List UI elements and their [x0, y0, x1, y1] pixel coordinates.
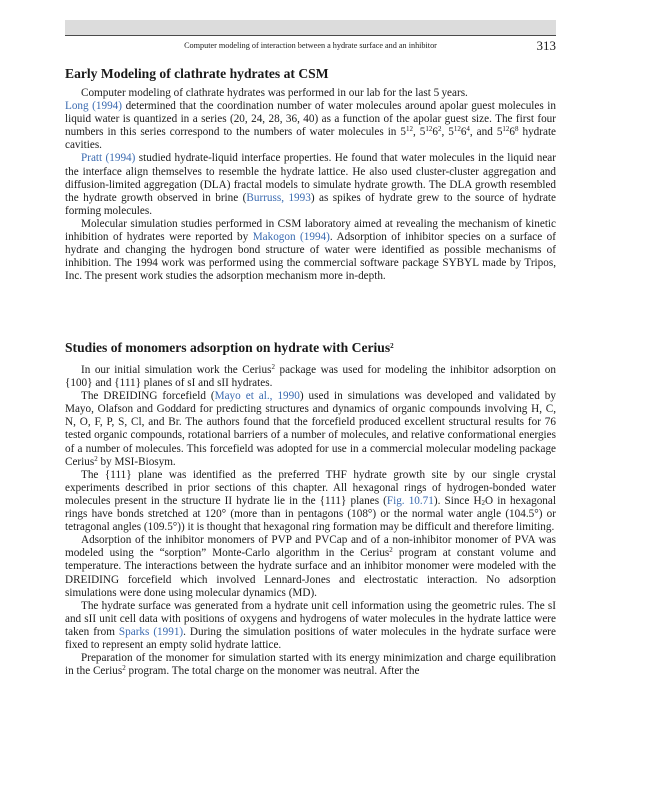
page-number: 313	[536, 38, 556, 53]
paragraph-text: O in hexagonal rings have bonds stretched at 120° (more than in pentagons (108°) or the normal water angle (104.5°) or tetragonal angles (109.5°)) it is thought that hexagonal ring formation may be difficult and therefore limiting.	[65, 494, 556, 534]
paragraph-text: The {111} plane was identified as the preferred THF hydrate growth site by our single crystal experiments described in prior sections of this chapter. All hexagonal rings of hydrogen-bonded water molecules present in the structure II hydrate lie in the {111} planes (	[65, 468, 556, 507]
cavity-formula: $5^{12}$,	[400, 125, 420, 139]
paragraph-text: . Adsorption of inhibitor species on a surface of hydrate and changing the hydrogen bond structure of water were identified as possible mechanisms of inhibition. The 1994 work was performed using the commercial software package SYBYL made by Tripos, Inc. The present work studies the adsorption mechanism more in-depth.	[65, 231, 556, 283]
section-heading-monomer-adsorption: Studies of monomers adsorption on hydrate with Cerius$^2$	[65, 340, 394, 355]
paragraph-text: by MSI-Biosym.	[97, 455, 176, 468]
paragraph-text: . During the simulation positions of water molecules in the hydrate surface were fixed to represent an empty solid hydrate lattice.	[65, 625, 556, 651]
paragraph-text: determined that the coordination number of water molecules around apolar guest molecules in liquid water is quantized in a series (20, 24, 28, 36, 40) as a function of the apolar guest size. The first four numbers in this series correspond to the numbers of water molecules in	[65, 100, 556, 139]
paragraph-text: hydrate cavities.	[65, 126, 557, 152]
superscript: 2	[94, 454, 98, 463]
paragraph-text: package was used for modeling the inhibitor adsorption on {100} and {111} planes of sI and sII hydrates.	[65, 364, 556, 390]
paragraph	[65, 152, 556, 217]
cavity-formula: $5^{12}6^4$, and	[448, 125, 497, 139]
paragraph-text: Adsorption of the inhibitor monomers of PVP and PVCap and of a non-inhibitor monomer of PVA was modeled using the “sorption” Monte-Carlo algorithm in the Cerius	[65, 534, 556, 560]
cavity-formula: $5^{12}6^8$	[496, 125, 519, 139]
paragraph	[65, 469, 556, 534]
paragraph-text: The DREIDING forcefield (	[81, 390, 215, 403]
superscript: 2	[389, 546, 393, 555]
paragraph-text: program at constant volume and temperature. The interactions between the hydrate surface and an inhibitor monomer were modeled with the DREIDING forcefield which involved Lennard-Jones and electrostatic interaction. No adsorption simulations were done using molecular dynamics (MD).	[65, 547, 557, 599]
header-shade-bar	[65, 20, 556, 35]
section-heading-early-modeling: Early Modeling of clathrate hydrates at CSM	[65, 66, 329, 81]
paragraph	[65, 652, 556, 678]
paragraph-text: ). Since H	[433, 494, 482, 507]
citation-link[interactable]: Long (1994)	[65, 100, 123, 113]
superscript: 2	[271, 363, 275, 371]
paragraph-text: ) as spikes of hydrate grew to the source of hydrate forming molecules.	[65, 191, 556, 217]
superscript: 2	[122, 664, 126, 673]
paragraph-text: studied hydrate-liquid interface properties. He found that water molecules in the liquid near the interface align themselves to resemble the hydrate lattice. He also used cluster-cluster aggregation and diffusion-limited aggregation (DLA) fractal models to simulate hydrate growth. The DLA growth resembled the hydrate growth observed in brine (	[65, 152, 556, 204]
citation-link[interactable]: Sparks (1991)	[118, 625, 184, 638]
paragraph	[65, 87, 556, 152]
citation-link[interactable]: Makogon (1994)	[252, 231, 330, 244]
running-title: Computer modeling of interaction between a hydrate surface and an inhibitor	[184, 41, 437, 50]
citation-link[interactable]: Burruss, 1993	[246, 191, 311, 204]
header-rule	[65, 35, 556, 36]
paragraph	[65, 600, 556, 652]
figure-link[interactable]: Fig. 10.71	[386, 494, 434, 507]
subscript: 2	[481, 498, 486, 507]
paragraph-text: ) used in simulations was developed and validated by Mayo, Olafson and Goddard for predicting structures and dynamics of organic compounds involving H, C, N, O, F, P, S, Cl, and Br. The authors found that the forcefield produced excellent structural results for 76 tested organic compounds, rotational barriers of a number of molecules, and relative conformational energies of a number of molecules. This forcefield was adopted for use in a commercial molecular modeling package Cerius	[65, 390, 556, 468]
citation-link[interactable]: Mayo et al., 1990	[214, 390, 300, 403]
cavity-formula: $5^{12}6^2$,	[419, 125, 449, 139]
paragraph-text: The hydrate surface was generated from a hydrate unit cell information using the geometric rules. The sI and sII unit cell data with positions of oxygens and hydrogens of water molecules in the hydrate lattice were taken from	[65, 599, 556, 638]
section-body-early-modeling	[65, 87, 556, 283]
paragraph-text: Molecular simulation studies performed in CSM laboratory aimed at revealing the mechanism of kinetic inhibition of hydrates were reported by	[65, 217, 556, 244]
running-head	[65, 38, 556, 54]
citation-link[interactable]: Pratt (1994)	[81, 152, 136, 165]
paragraph-text: Preparation of the monomer for simulation started with its energy minimization and charge equilibration in the Cerius	[65, 652, 556, 678]
section-body-monomer-adsorption	[65, 364, 556, 678]
paragraph-text: program. The total charge on the monomer was neutral. After the	[125, 665, 420, 678]
paragraph	[65, 534, 556, 599]
paragraph-text: In our initial simulation work the Cerius	[81, 364, 272, 376]
paragraph	[65, 218, 556, 283]
paragraph	[65, 390, 556, 469]
paragraph	[65, 364, 556, 390]
paragraph-text: Computer modeling of clathrate hydrates was performed in our lab for the last 5 years.	[81, 87, 468, 99]
